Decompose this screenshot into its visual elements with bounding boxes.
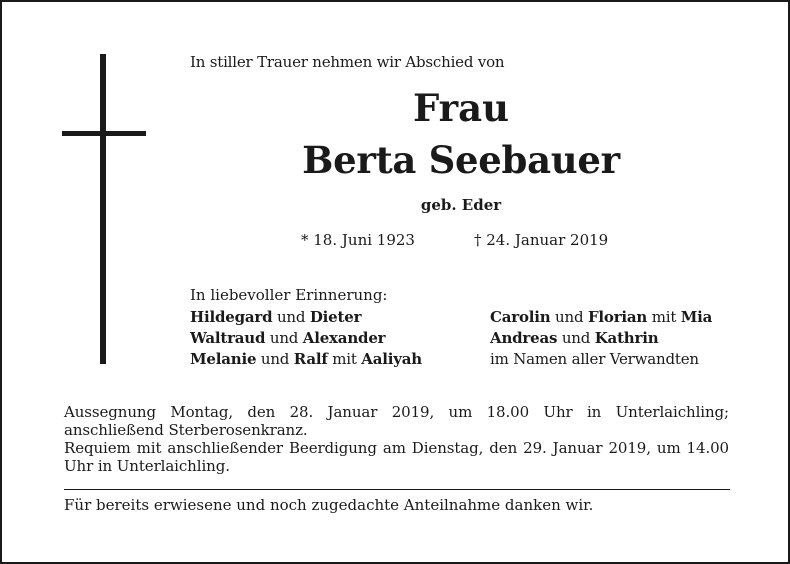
- thanks-text: Für bereits erwiesene und noch zugedachte Anteilnahme danken wir.: [64, 496, 594, 514]
- funeral-blessing-text: Aussegnung Montag, den 28. Januar 2019, um 18.00 Uhr in Unterlaichling; anschließend Sterberosenkranz.: [64, 403, 729, 439]
- divider: [64, 489, 730, 490]
- memory-heading: In liebevoller Erinnerung:: [190, 286, 388, 304]
- mourner-line: Andreas und Kathrin: [490, 329, 659, 347]
- mourners-right: [490, 307, 712, 370]
- deceased-name: Berta Seebauer: [302, 138, 620, 182]
- mourner-line: Carolin und Florian mit Mia: [490, 308, 713, 326]
- cross-icon: [100, 54, 106, 364]
- mourners-left: [190, 307, 422, 370]
- maiden-name: geb. Eder: [420, 196, 502, 214]
- mourner-line: Melanie und Ralf mit Aaliyah: [190, 350, 422, 368]
- service-details: [64, 403, 729, 475]
- intro-text: In stiller Trauer nehmen wir Abschied von: [190, 53, 505, 71]
- death-date: † 24. Januar 2019: [474, 231, 609, 249]
- requiem-text: Requiem mit anschließender Beerdigung am Dienstag, den 29. Januar 2019, um 14.00 Uhr in Unterlaichling.: [64, 439, 729, 475]
- mourner-line: Hildegard und Dieter: [190, 308, 362, 326]
- birth-date: * 18. Juni 1923: [301, 231, 415, 249]
- honorific: Frau: [413, 86, 509, 130]
- cross-icon-bar: [62, 131, 146, 136]
- mourner-line: Waltraud und Alexander: [190, 329, 386, 347]
- mourner-line-relatives: im Namen aller Verwandten: [490, 350, 699, 368]
